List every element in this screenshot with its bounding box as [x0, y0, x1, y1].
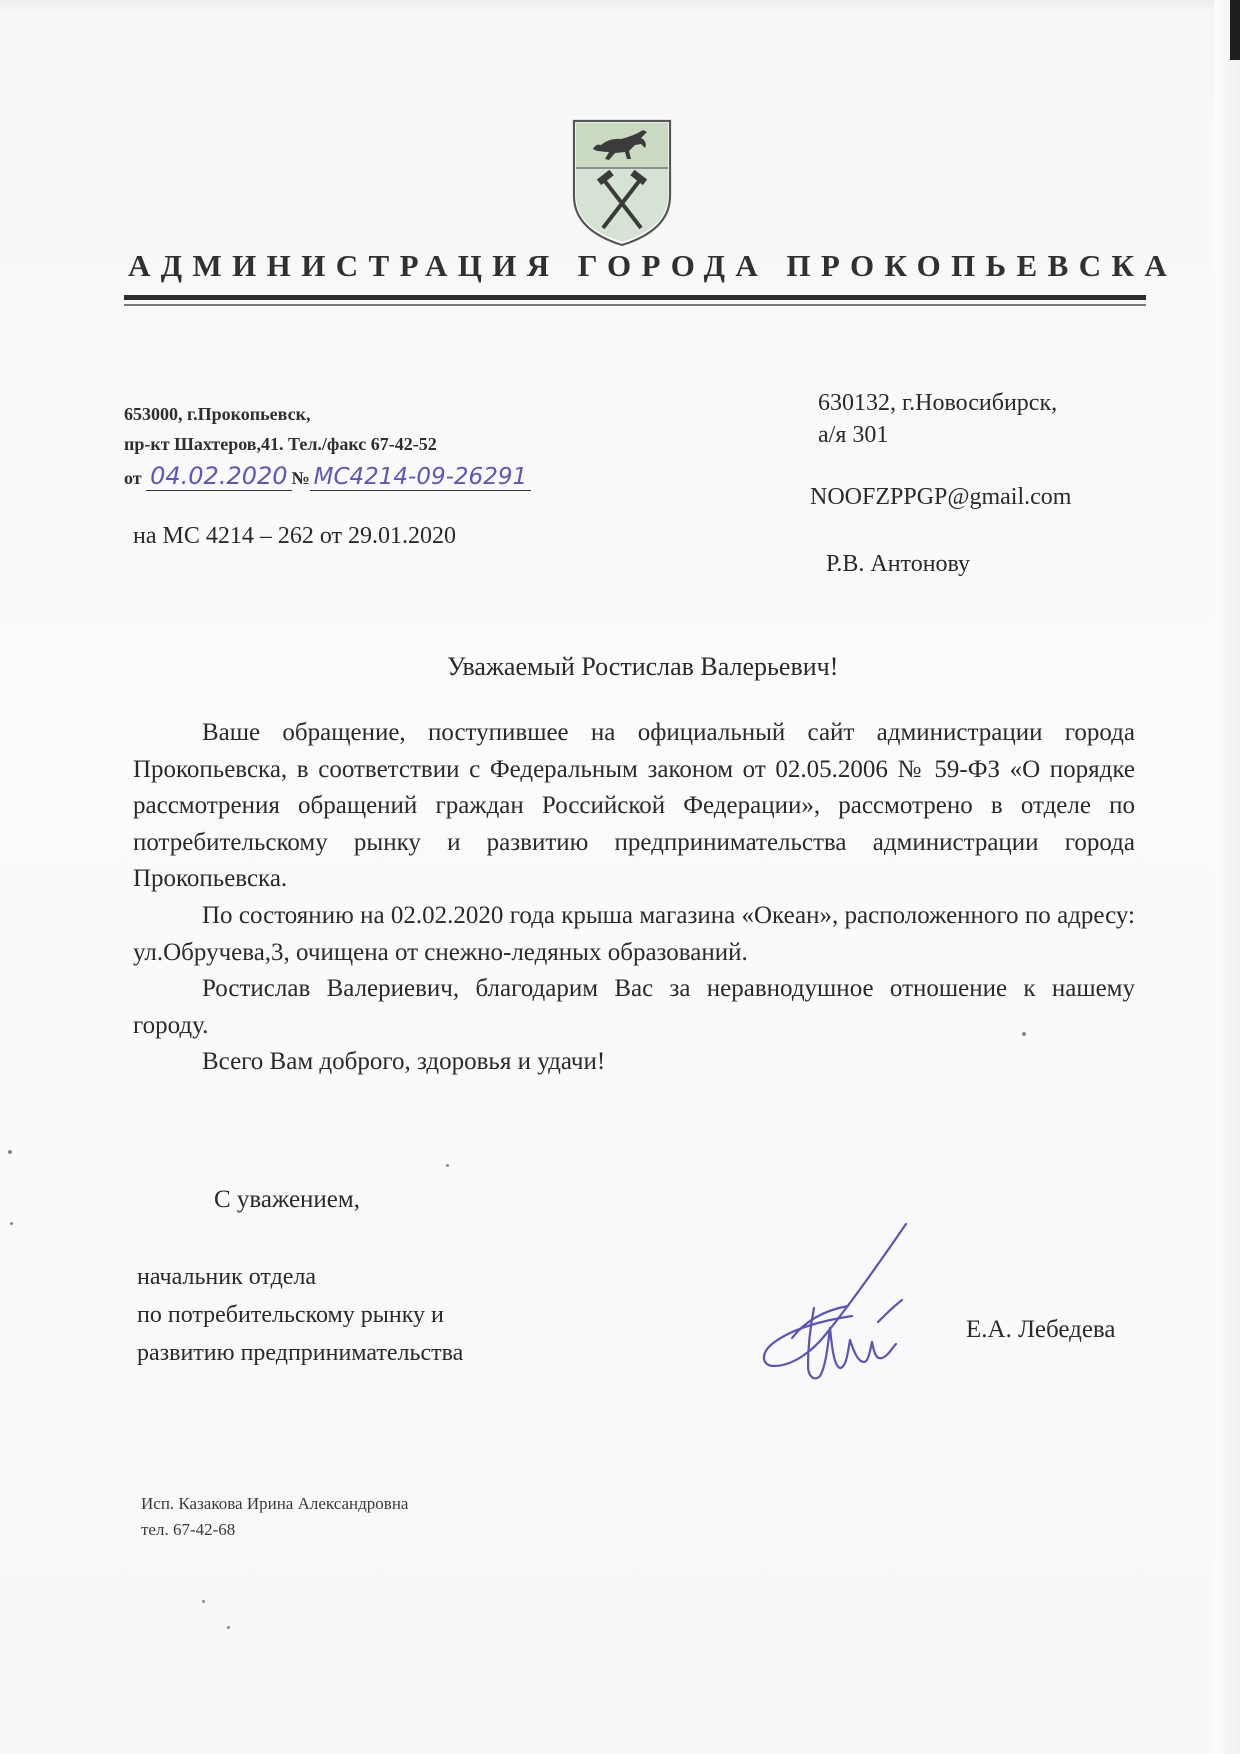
outgoing-date-field [146, 462, 291, 491]
sender-address-line1: 653000, г.Прокопьевск, [124, 404, 311, 424]
recipient-name: Р.В. Антонову [826, 551, 971, 577]
signature-icon [756, 1216, 936, 1392]
signer-position [137, 1258, 463, 1372]
number-label: № [291, 468, 310, 488]
recipient-email: NOOFZPPGP@gmail.com [810, 484, 1072, 510]
closing-phrase: С уважением, [214, 1186, 360, 1213]
scan-speck [202, 1600, 205, 1603]
outgoing-number-field [310, 464, 531, 491]
scan-shadow-top [0, 0, 1240, 12]
sender-address-line2: пр-кт Шахтеров,41. Тел./факс 67-42-52 [124, 434, 437, 454]
scan-speck [8, 1150, 12, 1154]
scan-speck [10, 1222, 13, 1225]
header-rule-thin [124, 304, 1146, 306]
outgoing-date-handwritten: 04.02.2020 [150, 462, 288, 490]
body-paragraph: По состоянию на 02.02.2020 года крыша магазина «Океан», расположенного по адресу: ул.Обручева,3, очищена от снежно-ледяных образований. [133, 901, 1135, 966]
body-paragraph: Ваше обращение, поступившее на официальный сайт администрации города Прокопьевска, в соответствии с Федеральным законом от 02.05.2006 № 59-ФЗ «О порядке рассмотрения обращений граждан Российской Федерации», рассмотрено в отделе по потребительскому рынку и развитию предпринимательства администрации города Прокопьевска. [133, 719, 1135, 893]
coat-of-arms-icon [571, 118, 673, 248]
executor-info [141, 1491, 408, 1543]
signer-name: Е.А. Лебедева [966, 1316, 1116, 1343]
organization-title: АДМИНИСТРАЦИЯ ГОРОДА ПРОКОПЬЕВСКА [128, 248, 1178, 283]
salutation: Уважаемый Ростислав Валерьевич! [447, 652, 839, 681]
scan-shadow-right [1214, 0, 1240, 1754]
scan-dark-corner [1230, 0, 1240, 60]
scan-speck [1022, 1032, 1026, 1036]
signer-position-line1: начальник отдела [137, 1264, 317, 1290]
recipient-address-line2: а/я 301 [818, 422, 889, 448]
body-paragraph: Всего Вам доброго, здоровья и удачи! [202, 1048, 606, 1076]
scan-speck [446, 1164, 449, 1167]
recipient-address-line1: 630132, г.Новосибирск, [818, 390, 1058, 416]
executor-name: Исп. Казакова Ирина Александровна [141, 1494, 409, 1513]
outgoing-number-handwritten: МС4214-09-26291 [313, 464, 528, 490]
from-label: от [124, 468, 142, 488]
letter-body [133, 715, 1135, 1081]
header-rule-thick [124, 295, 1146, 300]
body-paragraph: Ростислав Валериевич, благодарим Вас за неравнодушное отношение к нашему городу. [133, 975, 1135, 1039]
scan-speck [227, 1626, 230, 1629]
signer-position-line3: развитию предпринимательства [137, 1340, 464, 1366]
executor-phone: тел. 67-42-68 [141, 1520, 236, 1539]
signer-position-line2: по потребительскому рынку и [137, 1302, 444, 1328]
in-reply-reference: на МС 4214 – 262 от 29.01.2020 [133, 523, 457, 549]
outgoing-number-line [124, 462, 531, 491]
